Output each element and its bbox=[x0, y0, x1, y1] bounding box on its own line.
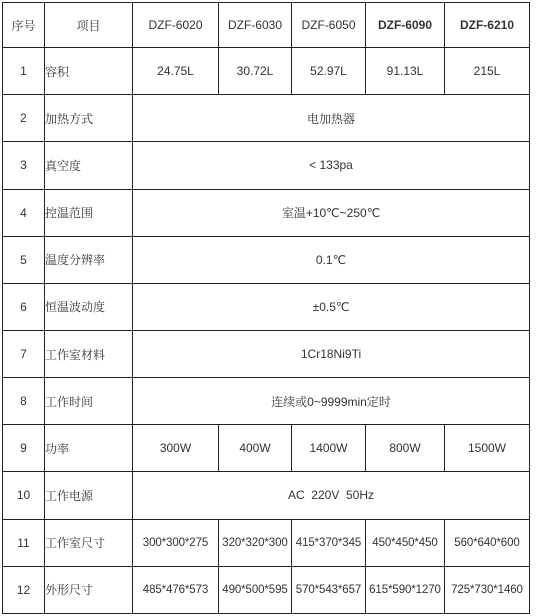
row-name: 工作电源 bbox=[45, 472, 133, 519]
spec-table bbox=[2, 2, 530, 614]
header-item: 项目 bbox=[45, 3, 133, 48]
row-value: 615*590*1270 bbox=[366, 566, 445, 613]
row-shared-value: 连续或0~9999min定时 bbox=[133, 378, 530, 425]
row-shared-value: 室温+10℃~250℃ bbox=[133, 189, 530, 236]
row-value: 560*640*600 bbox=[445, 519, 530, 566]
table-row bbox=[3, 519, 530, 566]
row-value: 52.97L bbox=[292, 48, 366, 95]
table-row bbox=[3, 189, 530, 236]
table-row bbox=[3, 378, 530, 425]
row-index: 9 bbox=[3, 425, 45, 472]
row-shared-value: 1Cr18Ni9Ti bbox=[133, 330, 530, 377]
header-model: DZF-6050 bbox=[292, 3, 366, 48]
header-model: DZF-6030 bbox=[219, 3, 292, 48]
row-shared-value: ±0.5℃ bbox=[133, 283, 530, 330]
row-index: 5 bbox=[3, 236, 45, 283]
row-name: 功率 bbox=[45, 425, 133, 472]
table-row bbox=[3, 472, 530, 519]
row-index: 11 bbox=[3, 519, 45, 566]
row-value: 400W bbox=[219, 425, 292, 472]
row-value: 1500W bbox=[445, 425, 530, 472]
row-index: 6 bbox=[3, 283, 45, 330]
table-row bbox=[3, 425, 530, 472]
row-shared-value: 0.1℃ bbox=[133, 236, 530, 283]
row-name: 工作室材料 bbox=[45, 330, 133, 377]
row-name: 加热方式 bbox=[45, 95, 133, 142]
row-name: 恒温波动度 bbox=[45, 283, 133, 330]
row-shared-value: 电加热器 bbox=[133, 95, 530, 142]
row-value: 91.13L bbox=[366, 48, 445, 95]
row-name: 工作室尺寸 bbox=[45, 519, 133, 566]
row-value: 300W bbox=[133, 425, 219, 472]
row-name: 真空度 bbox=[45, 142, 133, 189]
row-index: 10 bbox=[3, 472, 45, 519]
header-model: DZF-6020 bbox=[133, 3, 219, 48]
row-name: 控温范围 bbox=[45, 189, 133, 236]
row-index: 3 bbox=[3, 142, 45, 189]
row-value: 24.75L bbox=[133, 48, 219, 95]
header-model: DZF-6090 bbox=[366, 3, 445, 48]
row-name: 工作时间 bbox=[45, 378, 133, 425]
row-value: 30.72L bbox=[219, 48, 292, 95]
table-row bbox=[3, 330, 530, 377]
row-index: 7 bbox=[3, 330, 45, 377]
table-row bbox=[3, 283, 530, 330]
row-value: 800W bbox=[366, 425, 445, 472]
table-row bbox=[3, 236, 530, 283]
row-value: 450*450*450 bbox=[366, 519, 445, 566]
row-value: 320*320*300 bbox=[219, 519, 292, 566]
row-value: 415*370*345 bbox=[292, 519, 366, 566]
table-row bbox=[3, 566, 530, 613]
row-value: 215L bbox=[445, 48, 530, 95]
header-row bbox=[3, 3, 530, 48]
row-index: 12 bbox=[3, 566, 45, 613]
row-index: 4 bbox=[3, 189, 45, 236]
row-value: 490*500*595 bbox=[219, 566, 292, 613]
row-index: 1 bbox=[3, 48, 45, 95]
header-model: DZF-6210 bbox=[445, 3, 530, 48]
row-shared-value: AC 220V 50Hz bbox=[133, 472, 530, 519]
row-name: 外形尺寸 bbox=[45, 566, 133, 613]
row-name: 温度分辨率 bbox=[45, 236, 133, 283]
row-value: 725*730*1460 bbox=[445, 566, 530, 613]
header-index: 序号 bbox=[3, 3, 45, 48]
table-row bbox=[3, 48, 530, 95]
row-value: 485*476*573 bbox=[133, 566, 219, 613]
row-index: 2 bbox=[3, 95, 45, 142]
row-value: 1400W bbox=[292, 425, 366, 472]
row-value: 570*543*657 bbox=[292, 566, 366, 613]
table-row bbox=[3, 142, 530, 189]
row-value: 300*300*275 bbox=[133, 519, 219, 566]
table-row bbox=[3, 95, 530, 142]
row-index: 8 bbox=[3, 378, 45, 425]
row-name: 容积 bbox=[45, 48, 133, 95]
row-shared-value: < 133pa bbox=[133, 142, 530, 189]
